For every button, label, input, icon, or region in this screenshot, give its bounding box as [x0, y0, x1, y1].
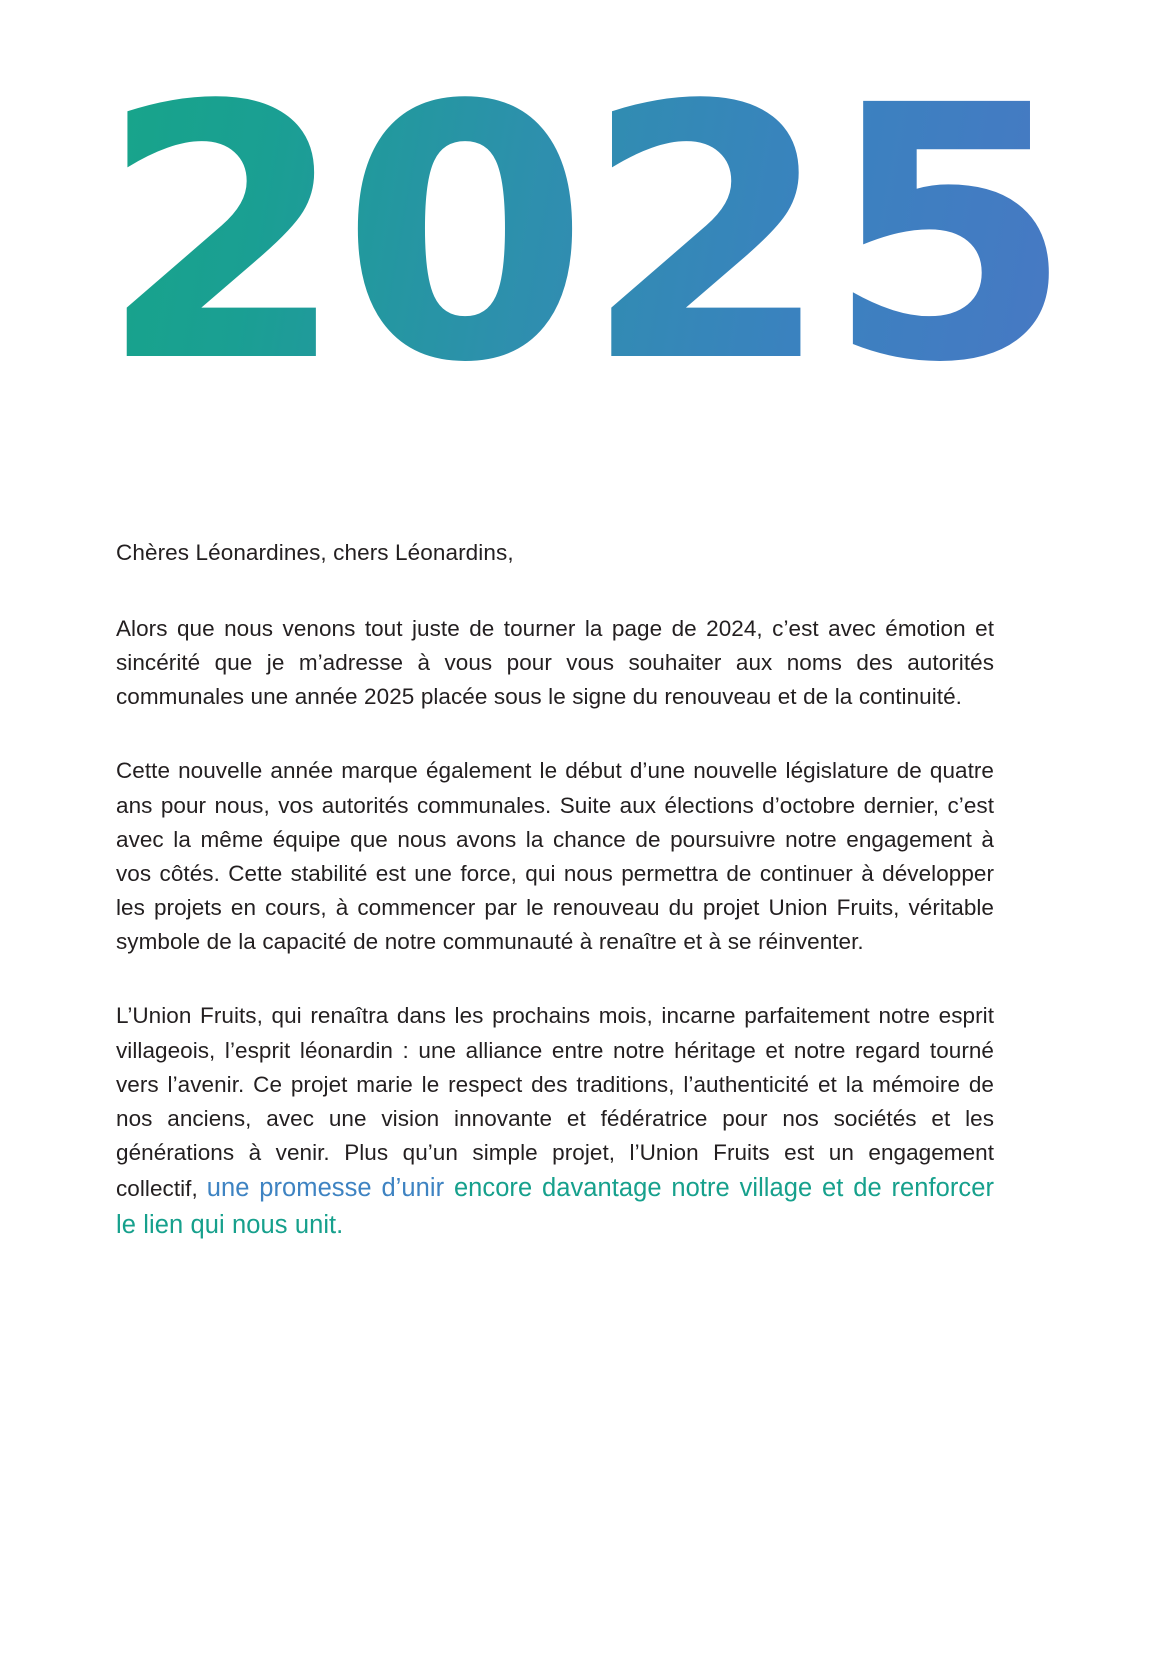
- paragraph-1: Alors que nous venons tout juste de tourner la page de 2024, c’est avec émotion et sincérité que je m’adresse à vous pour vous souhaiter aux noms des autorités communales une année 2025 placée sous le signe du renouveau et de la continuité.: [116, 615, 994, 710]
- year-headline-container: [0, 31, 1166, 439]
- year-headline: 2025: [98, 31, 1068, 439]
- salutation: Chères Léonardines, chers Léonardins,: [116, 540, 514, 565]
- highlight-phrase-teal: encore davantage notre village et de renforcer le lien qui nous unit.: [116, 1174, 994, 1240]
- paragraph-3-text: L’Union Fruits, qui renaîtra dans les prochains mois, incarne parfaitement notre esprit villageois, l’esprit léonardin : une alliance entre notre héritage et notre regard tourné vers l’avenir. Ce projet marie le respect des traditions, l’authenticité et la mémoire de nos anciens, avec une vision innovante et fédératrice pour nos sociétés et les générations à venir. Plus qu’un simple projet, l’Union Fruits est un engagement collectif,: [116, 1003, 994, 1202]
- letter-body: [116, 536, 994, 1244]
- paragraph-2: Cette nouvelle année marque également le début d’une nouvelle législature de quatre ans pour nous, vos autorités communales. Suite aux élections d’octobre dernier, c’est avec la même équipe que nous avons la chance de poursuivre notre engagement à vos côtés. Cette stabilité est une force, qui nous permettra de continuer à développer les projets en cours, à commencer par le renouveau du projet Union Fruits, véritable symbole de la capacité de notre communauté à renaître et à se réinventer.: [116, 758, 994, 955]
- highlight-phrase-blue: une promesse d’unir: [206, 1174, 445, 1203]
- paragraph-3: [116, 999, 994, 1243]
